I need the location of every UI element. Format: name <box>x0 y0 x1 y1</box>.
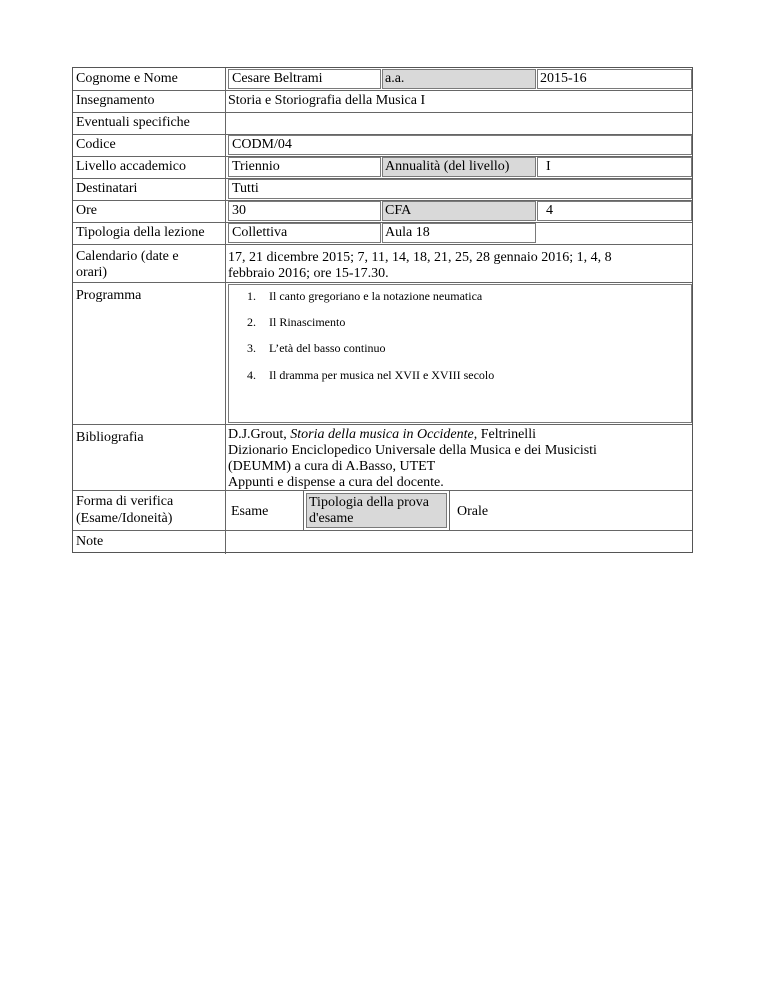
label-cfa: CFA <box>385 203 412 218</box>
bibliografia-publisher: , Feltrinelli <box>473 427 536 442</box>
field-tipologia <box>228 223 381 243</box>
field-codice <box>228 135 692 155</box>
field-aa-value <box>537 69 692 89</box>
bibliografia-line4: Appunti e dispense a cura del docente. <box>228 475 444 490</box>
programma-item-text: Il canto gregoriano e la notazione neumatica <box>269 289 483 303</box>
row-divider <box>73 282 692 283</box>
field-livello <box>228 157 381 177</box>
label-programma: Programma <box>76 288 142 303</box>
value-tipologia: Collettiva <box>232 225 288 240</box>
value-ore: 30 <box>232 203 246 218</box>
programma-item-text: L’età del basso continuo <box>269 341 386 355</box>
label-prova-line1: Tipologia della prova <box>309 495 430 510</box>
programma-item <box>247 368 494 382</box>
field-aula <box>382 223 536 243</box>
programma-item-text: Il Rinascimento <box>269 315 346 329</box>
value-prova: Orale <box>457 504 489 519</box>
programma-item-number: 4. <box>247 368 256 382</box>
label-bibliografia: Bibliografia <box>76 430 144 445</box>
label-codice: Codice <box>76 137 116 152</box>
bibliografia-title: Storia della musica in Occidente <box>290 427 474 442</box>
label-verifica-line2: (Esame/Idoneità) <box>76 511 173 526</box>
programma-item-number: 2. <box>247 315 256 329</box>
field-cfa-label <box>382 201 536 221</box>
label-nome: Cognome e Nome <box>76 71 178 86</box>
programma-item <box>247 341 386 355</box>
column-divider <box>303 490 304 530</box>
programma-item-text: Il dramma per musica nel XVII e XVIII secolo <box>269 368 495 382</box>
programma-item-number: 1. <box>247 289 256 303</box>
calendario-line2: febbraio 2016; ore 15-17.30. <box>228 266 389 281</box>
programma-item-number: 3. <box>247 341 256 355</box>
field-cfa-value <box>537 201 692 221</box>
value-nome: Cesare Beltrami <box>232 71 323 86</box>
value-insegnamento: Storia e Storiografia della Musica I <box>228 93 426 108</box>
label-prova-line2: d'esame <box>309 511 354 526</box>
field-annualita-value <box>537 157 692 177</box>
label-calendario-line2: orari) <box>76 265 108 280</box>
field-ore <box>228 201 381 221</box>
value-aula: Aula 18 <box>385 225 430 240</box>
label-destinatari: Destinatari <box>76 181 138 196</box>
bibliografia-line1 <box>228 427 597 443</box>
label-livello: Livello accademico <box>76 159 186 174</box>
value-calendario <box>228 250 612 282</box>
programma-item <box>247 315 345 329</box>
label-annualita: Annualità (del livello) <box>385 159 510 174</box>
row-divider <box>73 530 692 531</box>
value-verifica: Esame <box>231 504 269 519</box>
field-prova-label <box>306 493 447 528</box>
value-cfa: 4 <box>546 203 553 218</box>
bibliografia-author: D.J.Grout, <box>228 427 291 442</box>
programma-item <box>247 289 482 303</box>
label-ore: Ore <box>76 203 97 218</box>
row-divider <box>73 424 692 425</box>
row-divider <box>73 244 692 245</box>
value-aa: 2015-16 <box>540 71 587 86</box>
label-verifica-line1: Forma di verifica <box>76 494 174 509</box>
label-aa: a.a. <box>385 71 405 86</box>
value-bibliografia <box>228 427 597 491</box>
row-divider <box>73 90 692 91</box>
label-insegnamento: Insegnamento <box>76 93 155 108</box>
label-note: Note <box>76 534 104 549</box>
value-livello: Triennio <box>232 159 280 174</box>
bibliografia-line2: Dizionario Enciclopedico Universale della Musica e dei Musicisti <box>228 443 597 458</box>
course-info-table <box>72 67 693 553</box>
row-divider <box>73 112 692 113</box>
label-tipologia: Tipologia della lezione <box>76 225 205 240</box>
field-annualita-label <box>382 157 536 177</box>
bibliografia-line3: (DEUMM) a cura di A.Basso, UTET <box>228 459 436 474</box>
column-divider <box>225 68 226 554</box>
column-divider <box>449 490 450 530</box>
calendario-line1: 17, 21 dicembre 2015; 7, 11, 14, 18, 21, 25, 28 gennaio 2016; 1, 4, 8 <box>228 250 612 265</box>
label-specifiche: Eventuali specifiche <box>76 115 190 130</box>
value-codice: CODM/04 <box>232 137 292 152</box>
field-nome <box>228 69 381 89</box>
value-destinatari: Tutti <box>232 181 259 196</box>
label-calendario-line1: Calendario (date e <box>76 249 179 264</box>
field-destinatari <box>228 179 692 199</box>
field-aa-label <box>382 69 536 89</box>
value-annualita: I <box>546 159 551 174</box>
